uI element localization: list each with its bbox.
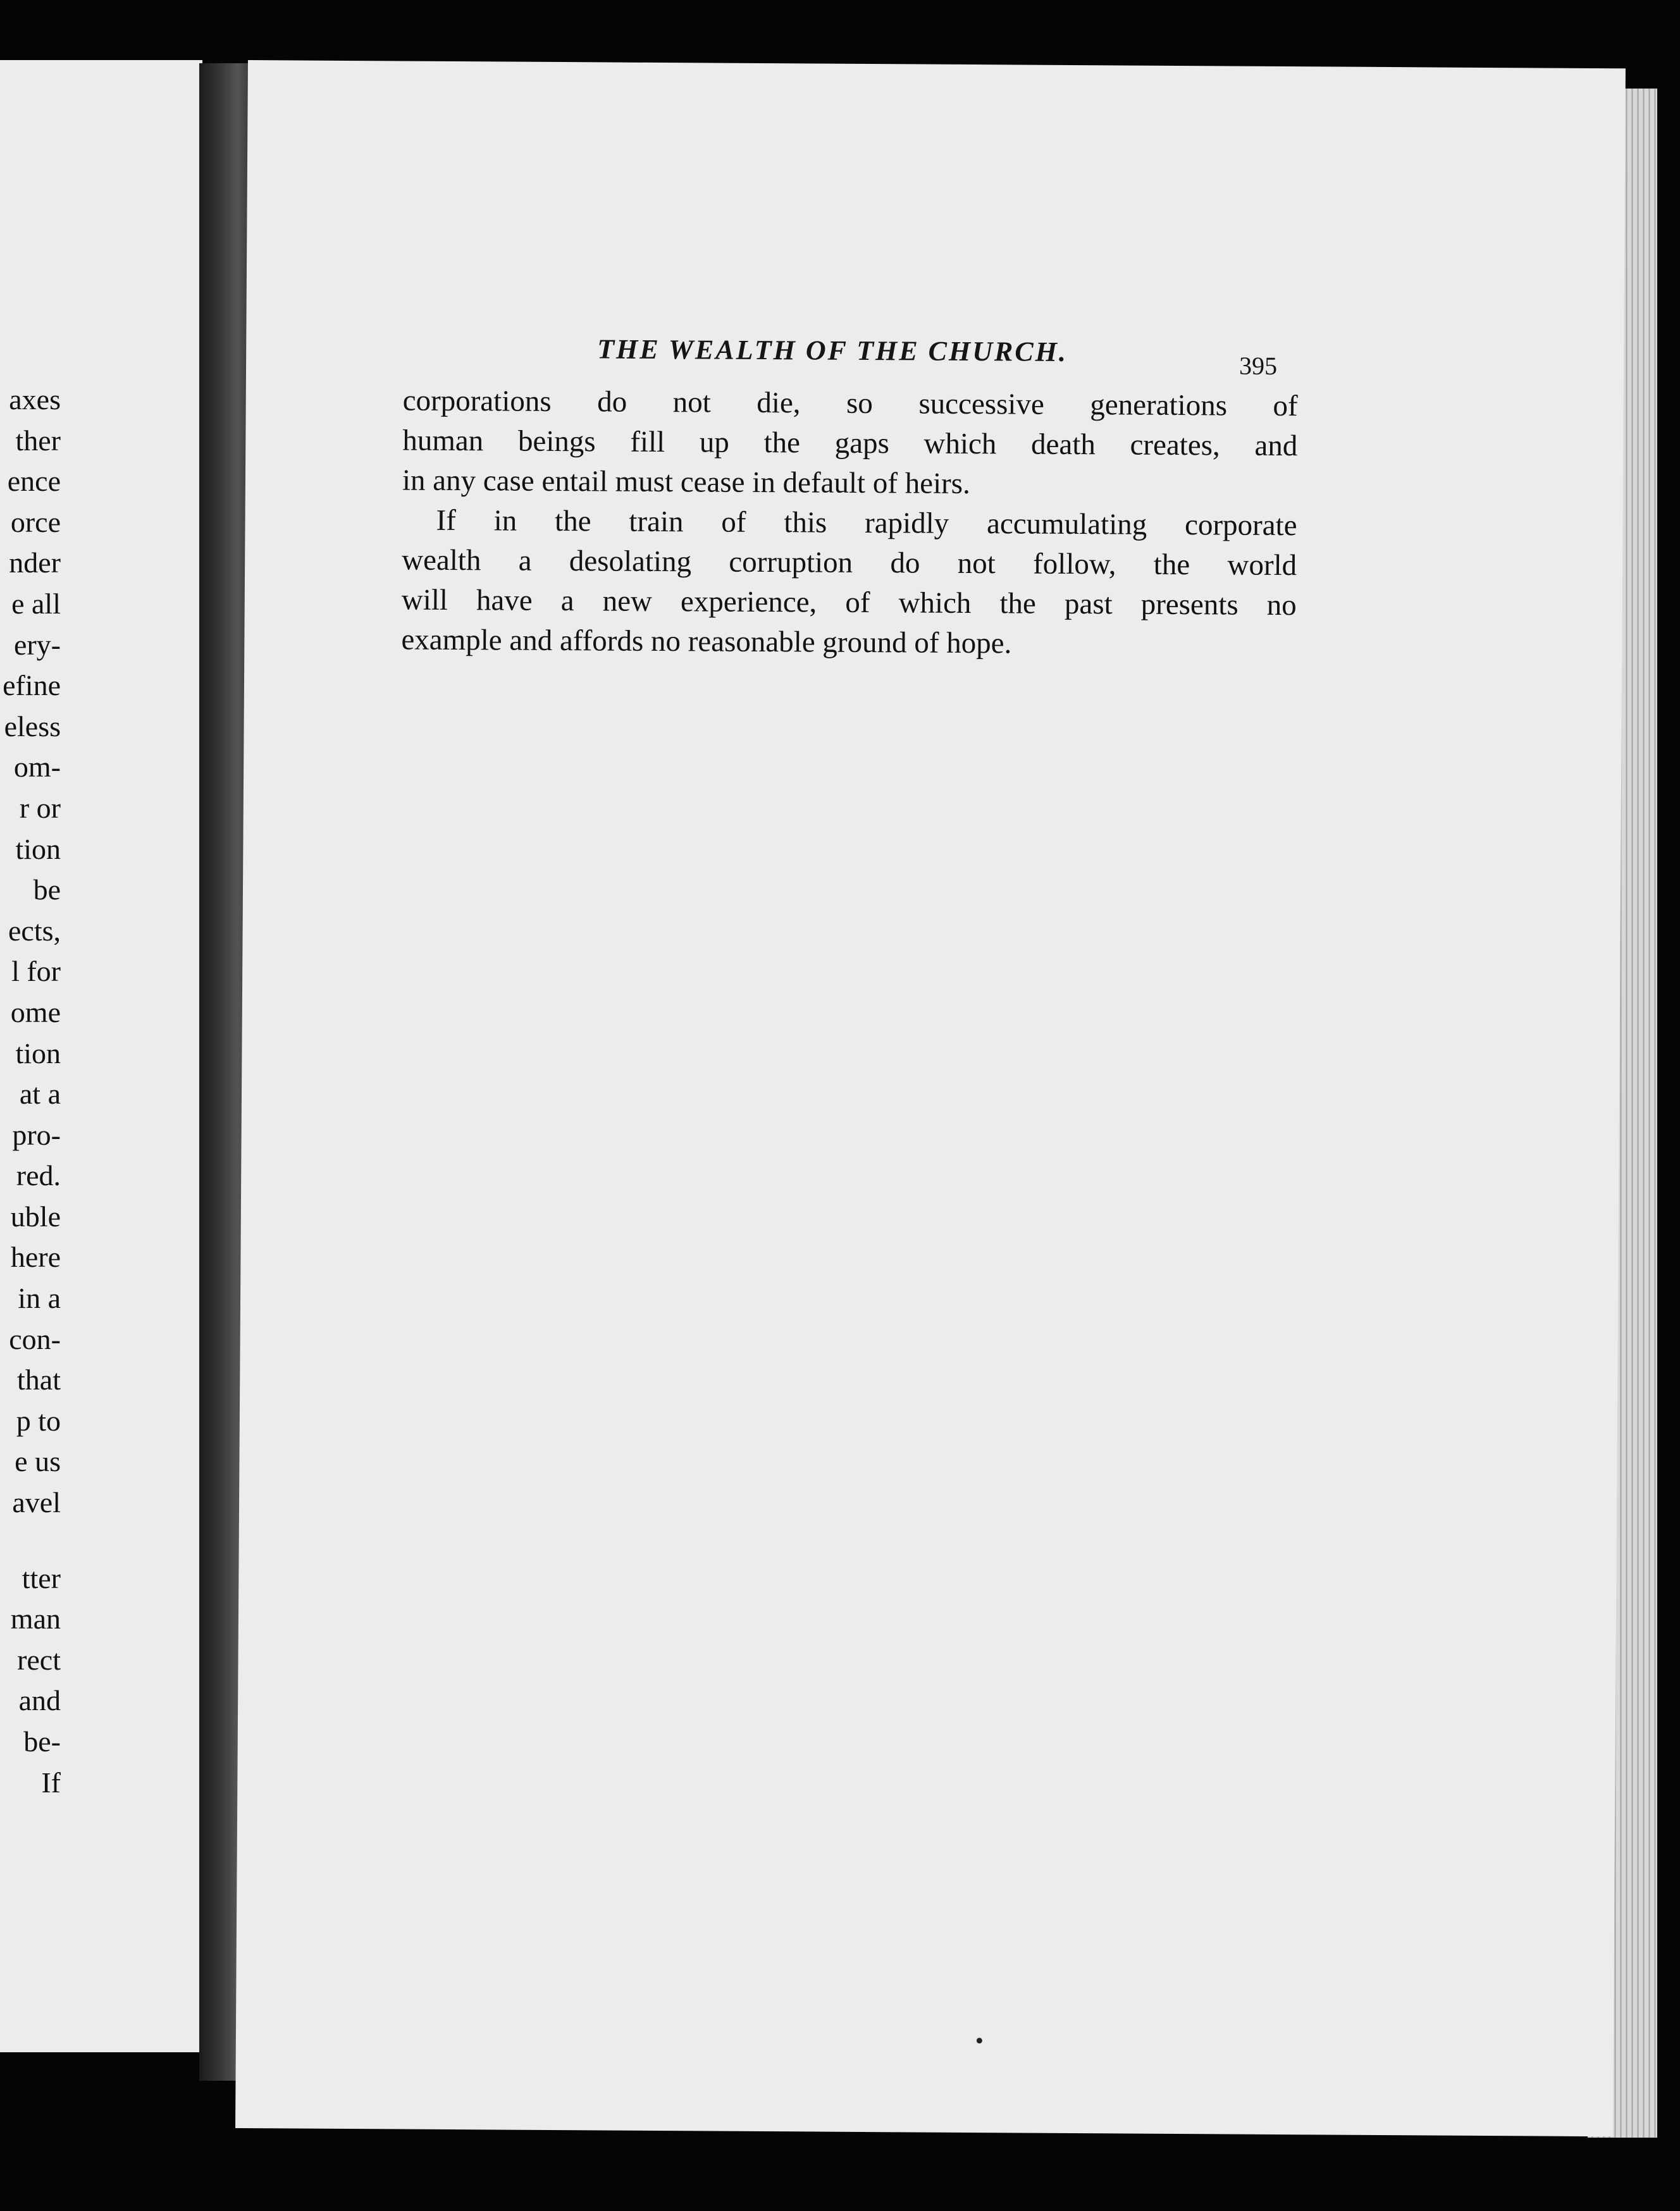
paragraph <box>401 501 1297 666</box>
previous-page-line-fragment: ence <box>7 465 61 498</box>
previous-page-line-fragment: ects, <box>8 914 61 947</box>
paragraph <box>402 381 1298 507</box>
text-line: in any case entail must cease in default of heirs. <box>402 464 970 500</box>
previous-page-line-fragment: pro- <box>12 1118 61 1151</box>
text-line: will have a new experience, of which the past presents no <box>401 583 1297 622</box>
previous-page-line-fragment: l for <box>11 955 61 988</box>
previous-page-line-fragment: red. <box>16 1159 61 1192</box>
previous-page-line-fragment: be <box>33 873 61 906</box>
text-line: example and affords no reasonable ground of hope. <box>401 623 1012 660</box>
previous-page-line-fragment: rect <box>17 1643 61 1676</box>
previous-page-line-fragment: efine <box>3 669 61 702</box>
previous-page-line-fragment: p to <box>16 1404 61 1437</box>
previous-page-line-fragment: at a <box>19 1078 61 1111</box>
previous-page-line-fragment <box>0 1524 61 1558</box>
previous-page-line-fragment: e all <box>11 587 61 620</box>
previous-page-line-fragment: eless <box>4 710 61 742</box>
previous-page-line-fragment: axes <box>9 383 61 416</box>
text-line: wealth a desolating corruption do not follow, the world <box>402 543 1297 582</box>
previous-page-line-fragment: e us <box>15 1445 61 1478</box>
previous-page-line-fragment: and <box>18 1684 61 1717</box>
previous-page-line-fragment: r or <box>19 791 61 824</box>
previous-page-line-fragment: nder <box>9 546 61 579</box>
previous-page-line-fragment: orce <box>10 505 61 538</box>
previous-page-line-fragment: ery- <box>13 628 61 661</box>
page-number: 395 <box>1238 351 1278 380</box>
previous-page-line-fragment: ther <box>15 424 61 457</box>
text-line: If in the train of this rapidly accumulating corporate <box>436 503 1297 543</box>
page-body <box>401 381 1298 666</box>
previous-page-line-fragment: ome <box>10 995 61 1028</box>
previous-page-line-fragment: tion <box>15 832 61 865</box>
previous-page-line-fragment: man <box>10 1603 61 1635</box>
previous-page-line-fragment: in a <box>18 1282 61 1315</box>
text-line: human beings fill up the gaps which death creates, and <box>402 424 1298 463</box>
book-page <box>235 60 1626 2136</box>
text-line: corporations do not die, so successive generations of <box>402 384 1298 423</box>
previous-page-line-fragment: here <box>10 1241 61 1274</box>
running-head: THE WEALTH OF THE CHURCH. <box>597 333 1068 367</box>
previous-page-line-fragment: be- <box>23 1725 61 1758</box>
ink-speck <box>977 2038 982 2043</box>
previous-page-line-fragment: avel <box>12 1486 61 1519</box>
previous-page-line-fragment: tter <box>22 1561 61 1594</box>
previous-page-line-fragment: that <box>17 1364 61 1396</box>
previous-page-line-fragment: tion <box>15 1037 61 1069</box>
previous-page-text <box>0 379 61 1803</box>
previous-page-line-fragment: con- <box>9 1322 61 1355</box>
previous-page-line-fragment: uble <box>10 1200 61 1233</box>
previous-page-line-fragment: If <box>41 1766 61 1799</box>
previous-page-line-fragment: om- <box>13 751 61 784</box>
